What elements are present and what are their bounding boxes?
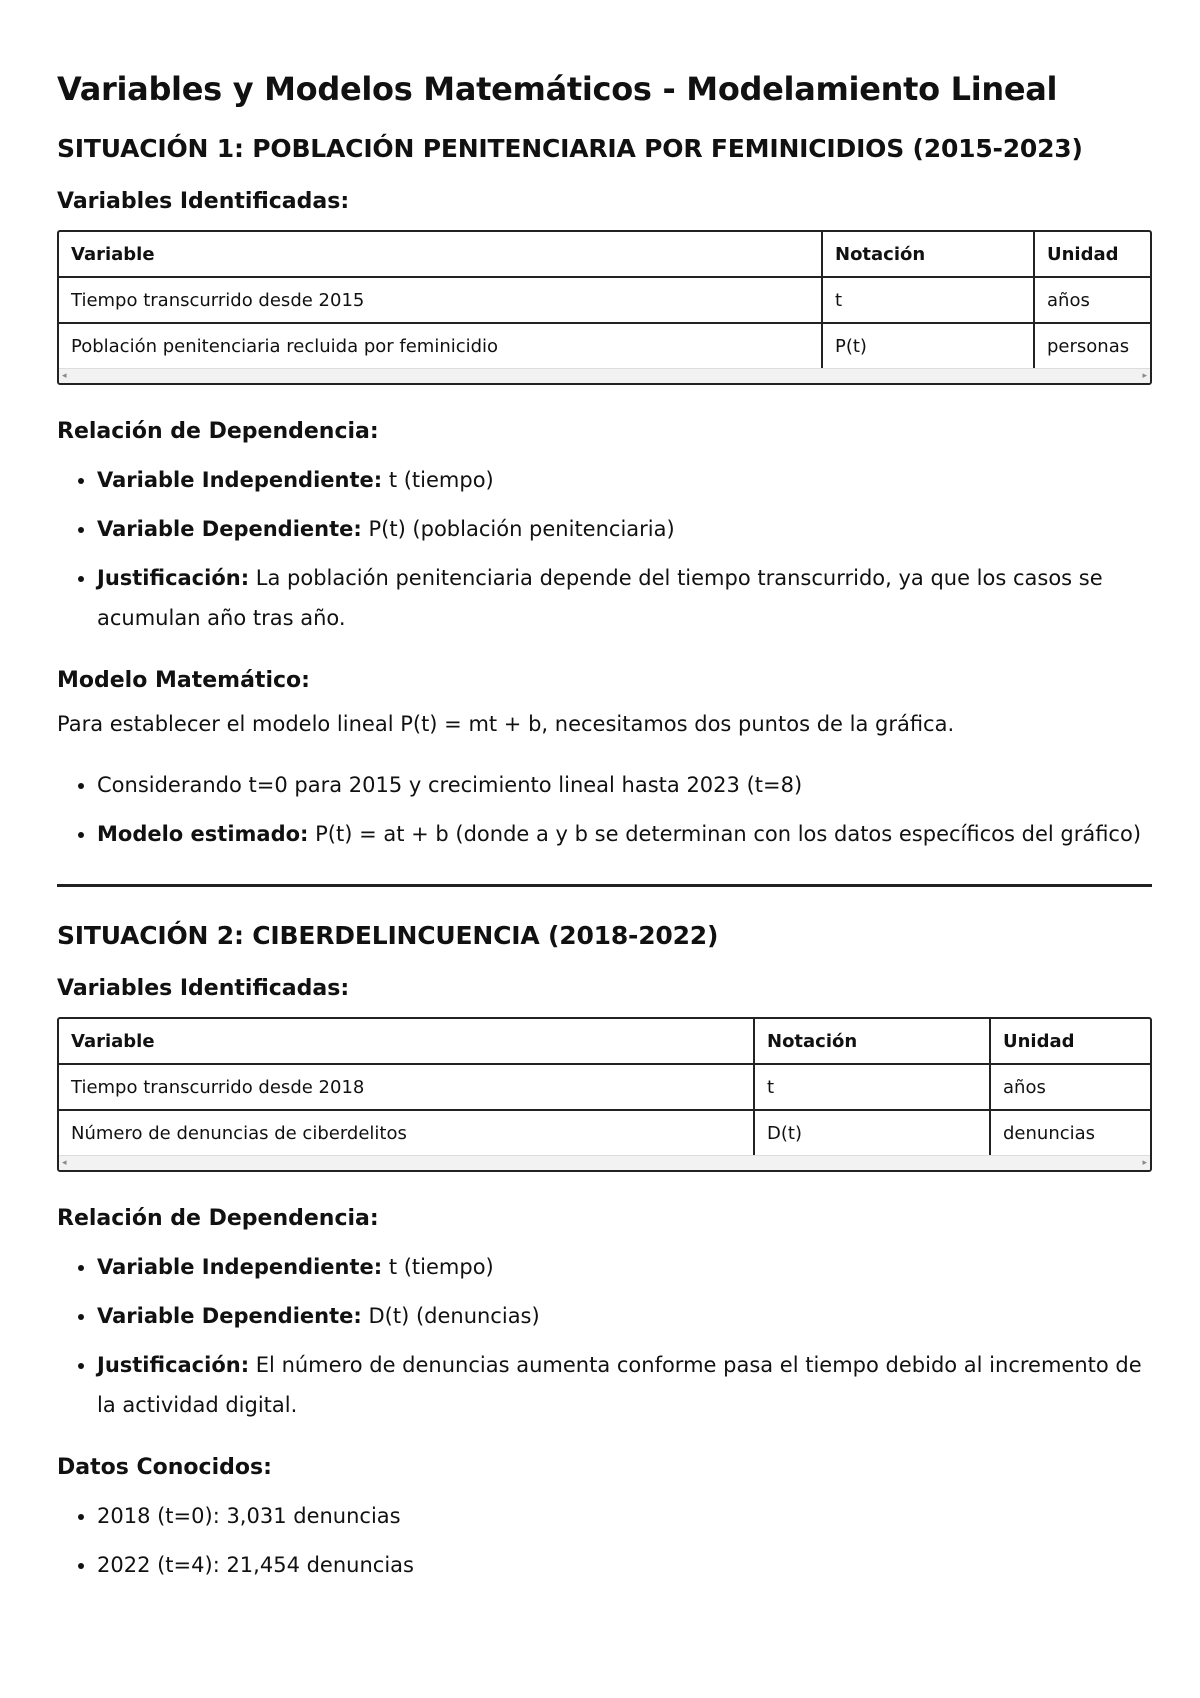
- table-header: Unidad: [1034, 232, 1150, 277]
- table-cell: denuncias: [1003, 1122, 1096, 1144]
- item-label: Justificación:: [97, 1353, 250, 1377]
- scroll-right-icon[interactable]: ▸: [1142, 1158, 1147, 1168]
- item-label: Variable Independiente:: [97, 1255, 383, 1279]
- item-label: Modelo estimado:: [97, 822, 309, 846]
- table-cell: años: [990, 1064, 1150, 1110]
- table-header: Variable: [59, 1019, 754, 1064]
- situation-1: [57, 134, 1152, 854]
- variables-table-2: [57, 1017, 1152, 1172]
- item-label: Variable Independiente:: [97, 468, 383, 492]
- known-data-list: [57, 1496, 1152, 1585]
- table-row: [59, 277, 1150, 323]
- table-cell: t: [754, 1064, 990, 1110]
- list-item: [97, 558, 1152, 638]
- dependency-heading: Relación de Dependencia:: [57, 1206, 379, 1231]
- table-cell: Población penitenciaria recluida por feminicidio: [59, 323, 822, 368]
- table-cell: personas: [1047, 335, 1130, 357]
- dependency-list: [57, 460, 1152, 638]
- table-row: [59, 1064, 1150, 1110]
- situation-2-heading: SITUACIÓN 2: CIBERDELINCUENCIA (2018-2022): [57, 921, 719, 950]
- section-divider: [57, 884, 1152, 887]
- item-text: El número de denuncias aumenta conforme pasa el tiempo debido al incremento de la actividad digital.: [97, 1353, 1142, 1417]
- table-cell: t: [822, 277, 1034, 323]
- list-item: [97, 509, 1152, 549]
- table-cell: P(t): [822, 323, 1034, 368]
- table-cell: D(t): [754, 1110, 990, 1155]
- list-item: [97, 1296, 1152, 1336]
- table-row: [59, 323, 1150, 368]
- dependency-list: [57, 1247, 1152, 1425]
- list-item: [97, 460, 1152, 500]
- item-text: Considerando t=0 para 2015 y crecimiento lineal hasta 2023 (t=8): [97, 773, 803, 797]
- list-item: • 2022 (t=4): 21,454 denuncias: [97, 1545, 1152, 1585]
- item-label: Justificación:: [97, 566, 250, 590]
- dependency-heading: Relación de Dependencia:: [57, 419, 379, 444]
- scroll-left-icon[interactable]: ◂: [62, 371, 67, 381]
- variables-heading: Variables Identificadas:: [57, 976, 350, 1001]
- item-text: D(t) (denuncias): [361, 1304, 540, 1328]
- item-label: Variable Dependiente:: [97, 1304, 362, 1328]
- situation-2: [57, 921, 1152, 1585]
- scroll-right-icon[interactable]: ▸: [1142, 371, 1147, 381]
- variables-heading: Variables Identificadas:: [57, 189, 350, 214]
- table-cell: Tiempo transcurrido desde 2015: [59, 277, 822, 323]
- table-header-row: [59, 1019, 1150, 1064]
- item-text: t (tiempo): [382, 468, 494, 492]
- known-data-heading: Datos Conocidos:: [57, 1455, 272, 1480]
- situation-1-heading: SITUACIÓN 1: POBLACIÓN PENITENCIARIA POR FEMINICIDIOS (2015-2023): [57, 134, 1083, 163]
- table-header: Notación: [822, 232, 1034, 277]
- item-label: Variable Dependiente:: [97, 517, 362, 541]
- list-item: [97, 765, 1152, 805]
- scroll-left-icon[interactable]: ◂: [62, 1158, 67, 1168]
- table-header: Notación: [754, 1019, 990, 1064]
- horizontal-scrollbar[interactable]: [59, 368, 1150, 383]
- list-item: [97, 1247, 1152, 1287]
- list-item: [97, 814, 1152, 854]
- horizontal-scrollbar[interactable]: [59, 1155, 1150, 1170]
- list-item: • 2018 (t=0): 3,031 denuncias: [97, 1496, 1152, 1536]
- item-text: P(t) = at + b (donde a y b se determinan con los datos específicos del gráfico): [308, 822, 1142, 846]
- model-list: [57, 765, 1152, 854]
- list-item: [97, 1345, 1152, 1425]
- table-cell: Tiempo transcurrido desde 2018: [59, 1064, 754, 1110]
- item-text: P(t) (población penitenciaria): [361, 517, 675, 541]
- table-cell: Número de denuncias de ciberdelitos: [59, 1110, 754, 1155]
- model-heading: Modelo Matemático:: [57, 668, 310, 693]
- table-header-row: [59, 232, 1150, 277]
- page-title: Variables y Modelos Matemáticos - Modelamiento Lineal: [57, 70, 1058, 108]
- item-text: t (tiempo): [382, 1255, 494, 1279]
- table-cell: años: [1034, 277, 1150, 323]
- table-row: [59, 1110, 1150, 1155]
- table-header: Variable: [59, 232, 822, 277]
- table-header: Unidad: [990, 1019, 1150, 1064]
- variables-table-1: [57, 230, 1152, 385]
- item-text: La población penitenciaria depende del tiempo transcurrido, ya que los casos se acumulan año tras año.: [97, 566, 1103, 630]
- model-intro: Para establecer el modelo lineal P(t) = mt + b, necesitamos dos puntos de la gráfica.: [57, 712, 955, 736]
